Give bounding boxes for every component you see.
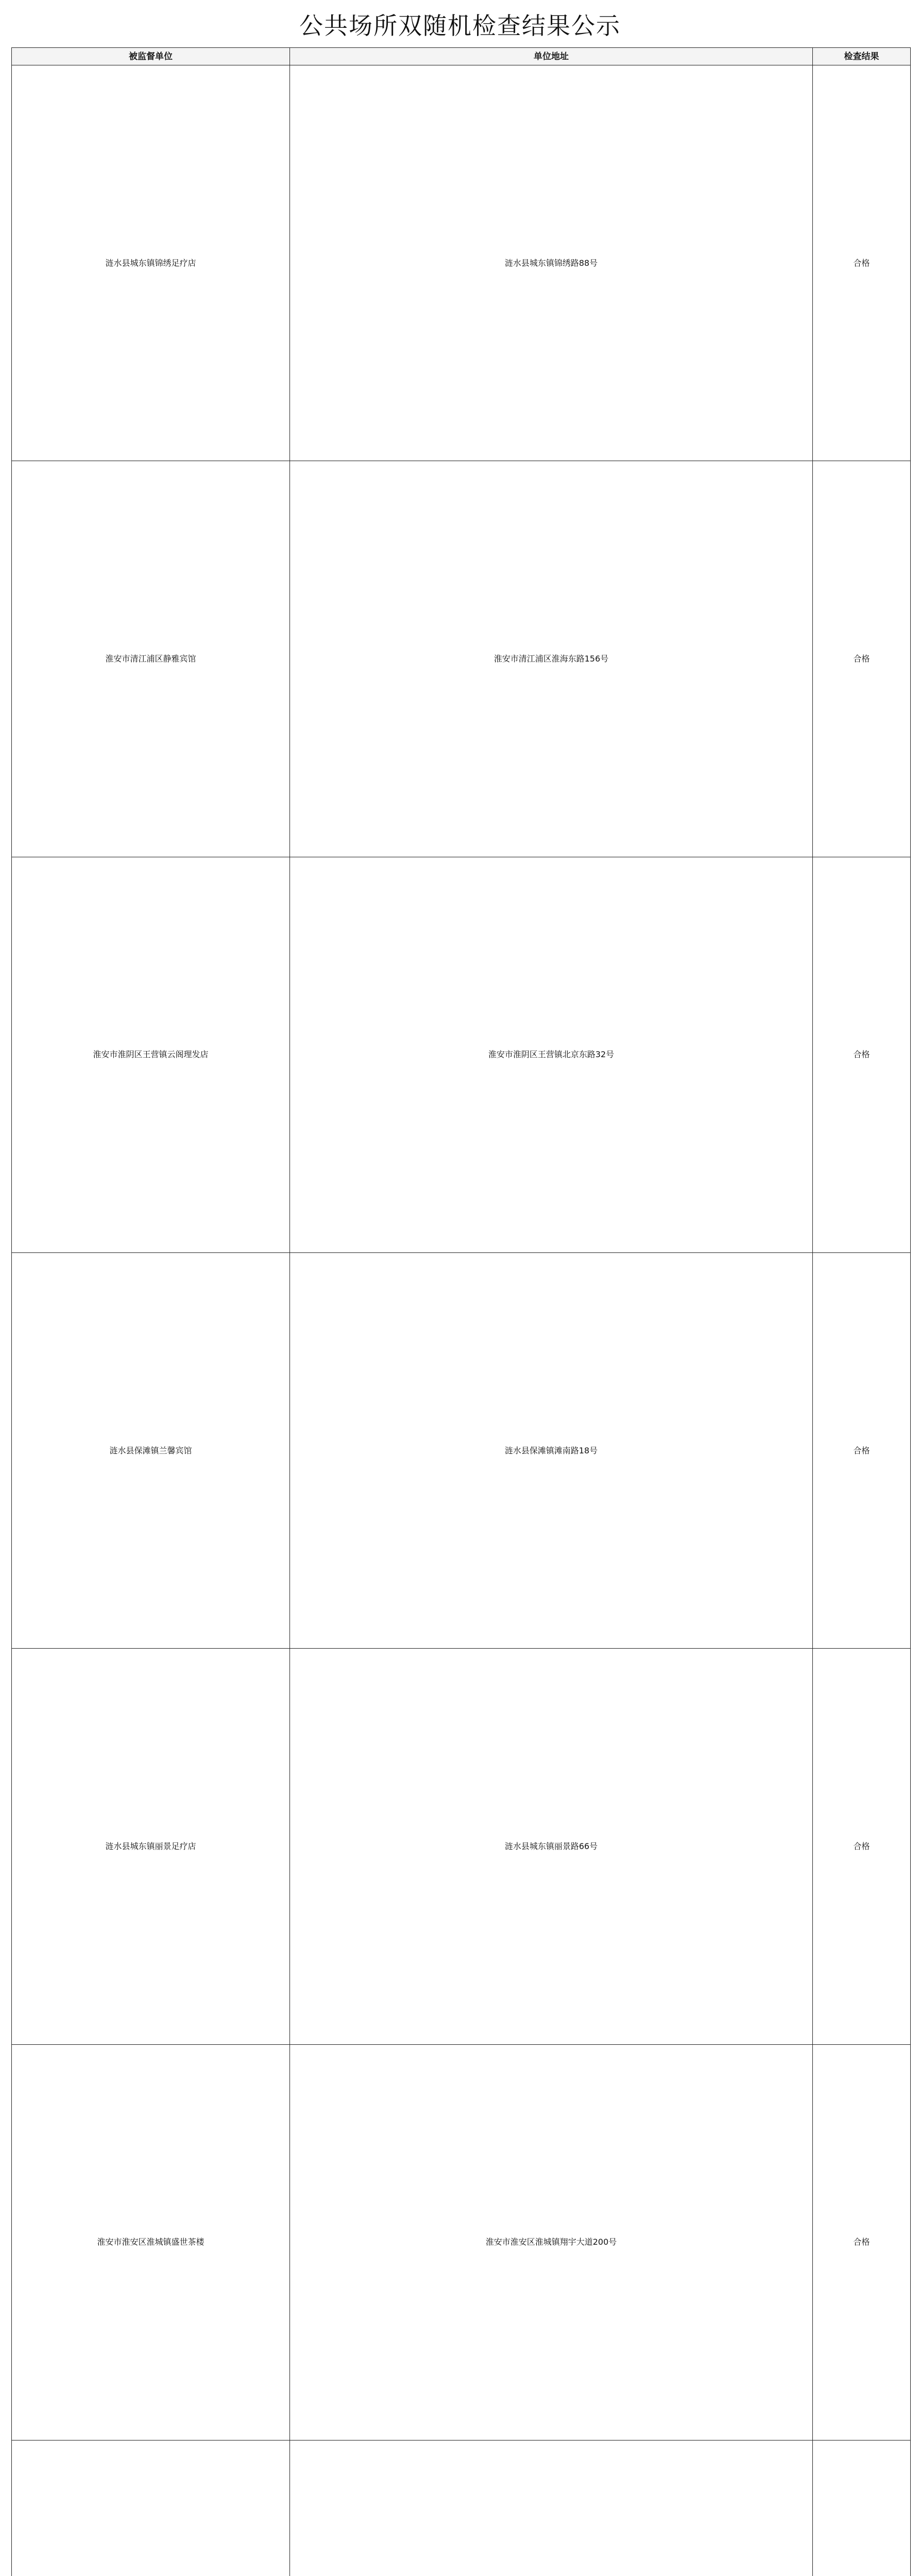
unit-address-cell: 涟水县城东镇锦绣路88号 — [290, 65, 813, 461]
result-cell: 合格 — [813, 2044, 911, 2440]
unit-name-cell: 淮安市淮安区淮城镇盛世茶楼 — [12, 2044, 290, 2440]
result-cell: 合格 — [813, 1649, 911, 2044]
table-row — [12, 857, 911, 1252]
unit-address-cell: 淮安市淮安区淮城镇翔宇大道200号 — [290, 2044, 813, 2440]
result-cell: 合格 — [813, 461, 911, 857]
table-header-row — [12, 48, 911, 65]
unit-name-cell: 涟水县保滩镇兰馨宾馆 — [12, 1252, 290, 1648]
document-title: 公共场所双随机检查结果公示 — [299, 12, 621, 40]
table-row — [12, 461, 911, 857]
table-row — [12, 1252, 911, 1648]
table-row — [12, 1649, 911, 2044]
header-unit: 被监督单位 — [12, 48, 290, 65]
table-row — [12, 65, 911, 461]
result-cell: 合格 — [813, 857, 911, 1252]
unit-name-cell — [12, 2440, 290, 2576]
unit-address-cell: 淮安市淮阴区王营镇北京东路32号 — [290, 857, 813, 1252]
unit-address-cell — [290, 2440, 813, 2576]
result-cell — [813, 2440, 911, 2576]
table-row — [12, 2044, 911, 2440]
result-cell: 合格 — [813, 1252, 911, 1648]
unit-address-cell: 淮安市清江浦区淮海东路156号 — [290, 461, 813, 857]
header-address: 单位地址 — [290, 48, 813, 65]
unit-name-cell: 涟水县城东镇丽景足疗店 — [12, 1649, 290, 2044]
table-row — [12, 2440, 911, 2576]
result-cell: 合格 — [813, 65, 911, 461]
table-body — [12, 65, 911, 2576]
unit-name-cell: 淮安市清江浦区静雅宾馆 — [12, 461, 290, 857]
unit-address-cell: 涟水县城东镇丽景路66号 — [290, 1649, 813, 2044]
unit-name-cell: 淮安市淮阴区王营镇云阁理发店 — [12, 857, 290, 1252]
unit-address-cell: 涟水县保滩镇滩南路18号 — [290, 1252, 813, 1648]
unit-name-cell: 涟水县城东镇锦绣足疗店 — [12, 65, 290, 461]
inspection-results-table — [11, 47, 911, 2576]
header-result: 检查结果 — [813, 48, 911, 65]
